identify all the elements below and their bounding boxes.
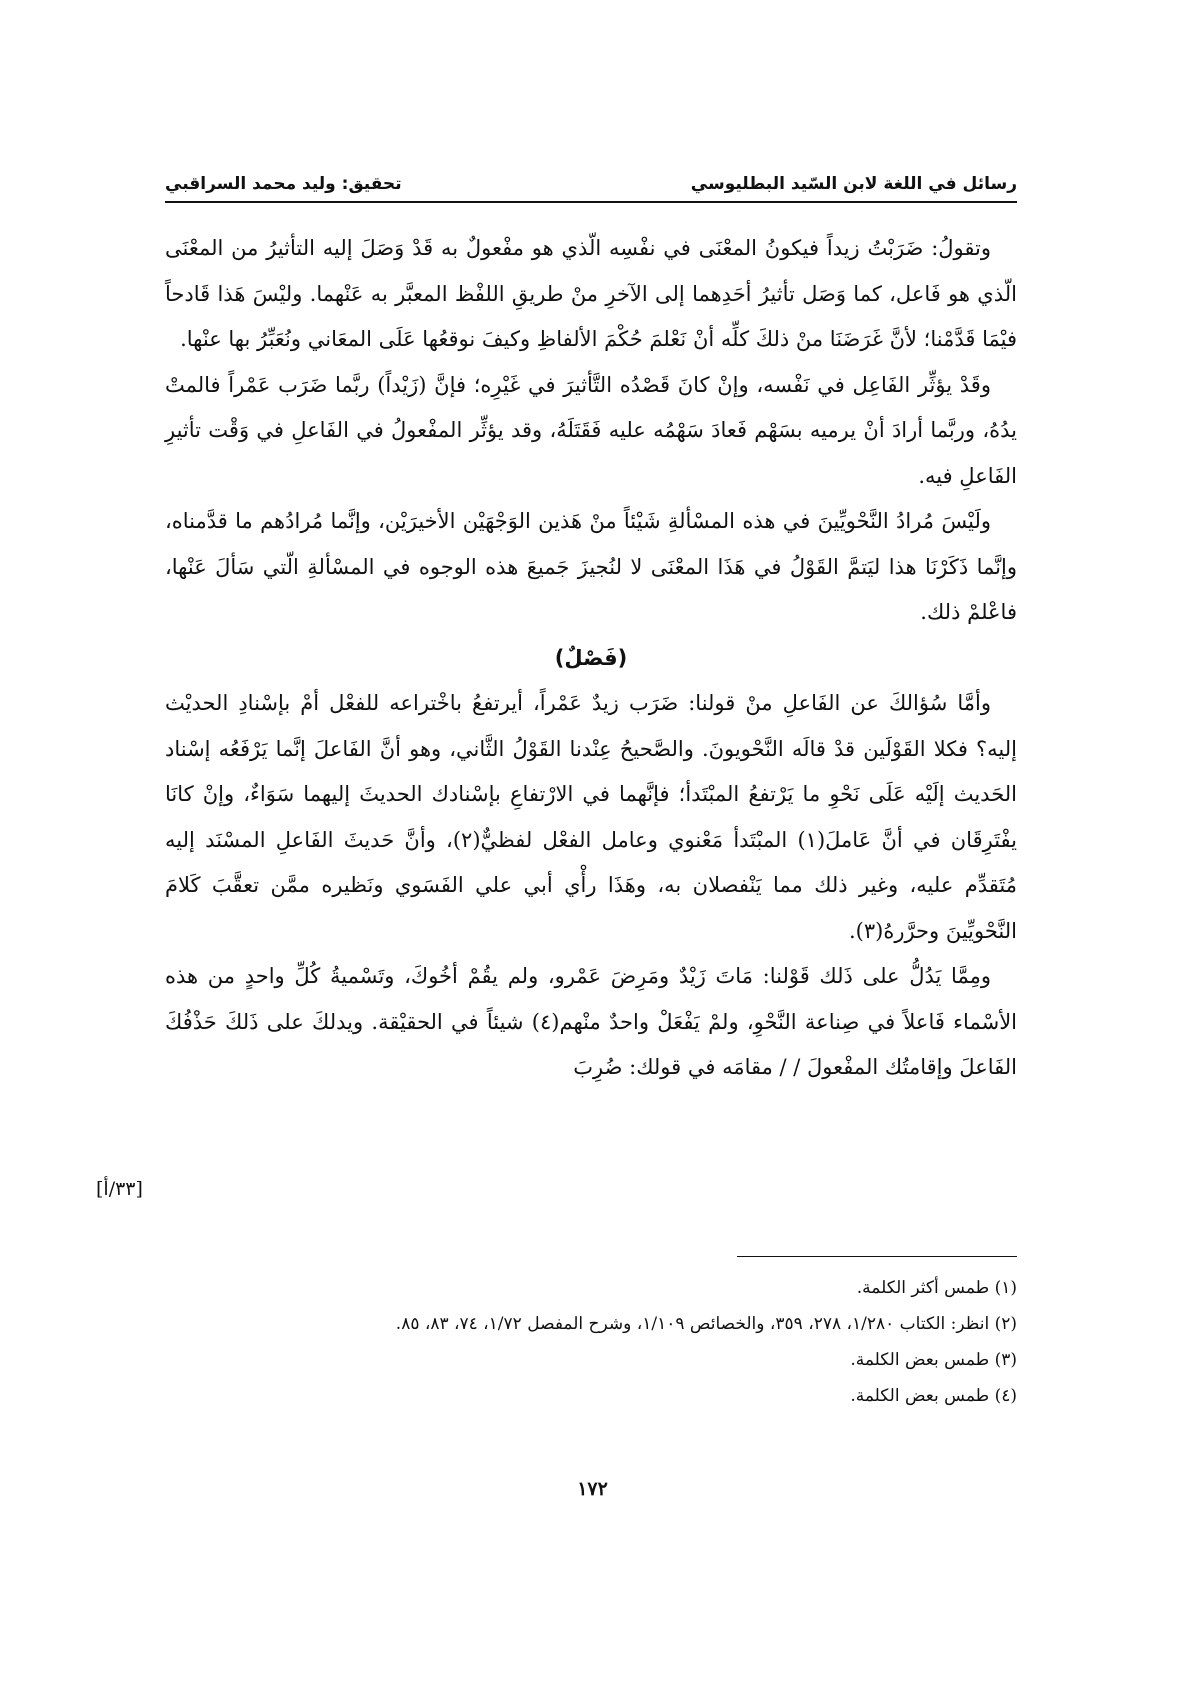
paragraph: ومِمَّا يَدُلُّ على ذَلك قَوْلنا: مَاتَ زَيْدٌ ومَرِضَ عَمْرو، ولم يقُمْ أخُوكَ، وتَسْميةُ كُلِّ واحدٍ من هذه الأسْماء فَاعلاً في صِناعة النَّحْوِ، ولمْ يَفْعَلْ واحدٌ منْهم(٤) شيئاً في الحقيْقة. ويدلكَ على ذَلكَ حَذْفُكَ الفَاعلَ وإقامتُك المفْعولَ / / مقامَه في قولك: ضُرِبَ xyxy=(165,964,1017,1079)
footnotes xyxy=(165,1270,1017,1414)
paragraph: وأمَّا سُؤالكَ عن الفَاعلِ منْ قولنا: ضَرَب زيدٌ عَمْراً، أيرتفعُ باخْتراعه للفعْل أمْ بإسْنادِ الحديْث إليه؟ فكلا القَوْلَين قدْ قالَه النَّحْويونَ. والصَّحيحُ عِنْدنا القَوْلُ الثَّاني، وهو أنَّ الفَاعلَ إنَّما يَرْفَعُه إسْناد الحَديث إلَيْه عَلَى نَحْوِ ما يَرْتفعُ المبْتَدأ؛ فإنَّهما في الارْتفاعِ بإسْنادك الحديثَ إليهما سَوَاءٌ، وإنْ كانَا يفْتَرِقَان في أنَّ عَاملَ(١) المبْتَدأ مَعْنوي وعامل الفعْل لفظيٌّ(٢)، وأنَّ حَديثَ الفَاعلِ المسْنَد إليه مُتَقدِّم عليه، وغير ذلك مما يَنْفصلان به، وهَذَا رأْي أبي علي الفَسَوي ونَظيره ممَّن تعقَّبَ كَلامَ النَّحْويِّينَ وحرَّرهُ(٣). xyxy=(165,691,1017,943)
main-text xyxy=(165,226,1017,1091)
section-heading: (فَصْلٌ) xyxy=(554,645,628,670)
manuscript-folio-marker: [٣٣/أ] xyxy=(96,1178,143,1200)
footnote-divider xyxy=(737,1256,1017,1257)
editor-credit: تحقيق: وليد محمد السراقبي xyxy=(165,174,402,194)
footnote: (١) طمس أكثر الكلمة. xyxy=(856,1278,1017,1298)
paragraph: وتقولُ: ضَرَبْتُ زيداً فيكونُ المعْنَى في نفْسِه الّذي هو مفْعولٌ به قَدْ وَصَلَ إليه التأثيرُ من المعْنَى الّذي هو فَاعل، كما وَصَل تأثيرُ أحَدِهما إلى الآخرِ منْ طريقِ اللفْظ المعبَّر به عَنْهما. وليْسَ هَذا قَادحاً فيْمَا قَدَّمْنا؛ لأنَّ غَرَضَنَا منْ ذلكَ كلِّه أنْ نَعْلمَ حُكْمَ الألفاظِ وكيفَ نوقعُها عَلَى المعَاني ونُعَبِّرُ بها عنْها. xyxy=(165,236,1017,351)
book-title: رسائل في اللغة لابن السّيد البطليوسي xyxy=(690,174,1017,194)
paragraph: وقَدْ يؤثِّر الفَاعِل في نَفْسه، وإنْ كانَ قَصْدُه التَّأثيرَ في غَيْرِه؛ فإنَّ (زَيْداً) ربَّما ضَرَب عَمْراً فالمتْ يدُهُ، وربَّما أرادَ أنْ يرميه بسَهْم فَعادَ سَهْمُه عليه فَقَتَلَهُ، وقد يؤثِّر المفْعولُ في الفَاعلِ في وَقْت تأثيرِ الفَاعلِ فيه. xyxy=(165,372,1017,488)
header-divider xyxy=(165,201,1017,203)
page-number: ١٧٢ xyxy=(577,1478,608,1500)
footnote: (٢) انظر: الكتاب ١/٢٨٠، ٢٧٨، ٣٥٩، والخصائص ١/١٠٩، وشرح المفصل ١/٧٢، ٧٤، ٨٣، ٨٥. xyxy=(395,1314,1017,1334)
paragraph: ولَيْسَ مُرادُ النَّحْويِّينَ في هذه المسْألةِ شَيْئاً منْ هَذين الوَجْهَيْن الأخيرَيْن، وإنَّما مُرادُهم ما قدَّمناه، وإنَّما ذَكَرْنَا هذا ليَتمَّ القَوْلُ في هَذَا المعْنَى لا لنُجيزَ جَميعَ هذه الوجوه في المسْألةِ الّتي سَألَ عَنْها، فاعْلمْ ذلك. xyxy=(165,509,1017,624)
footnote: (٤) طمس بعض الكلمة. xyxy=(850,1386,1017,1406)
footnote: (٣) طمس بعض الكلمة. xyxy=(850,1350,1017,1370)
running-header xyxy=(165,160,1017,194)
